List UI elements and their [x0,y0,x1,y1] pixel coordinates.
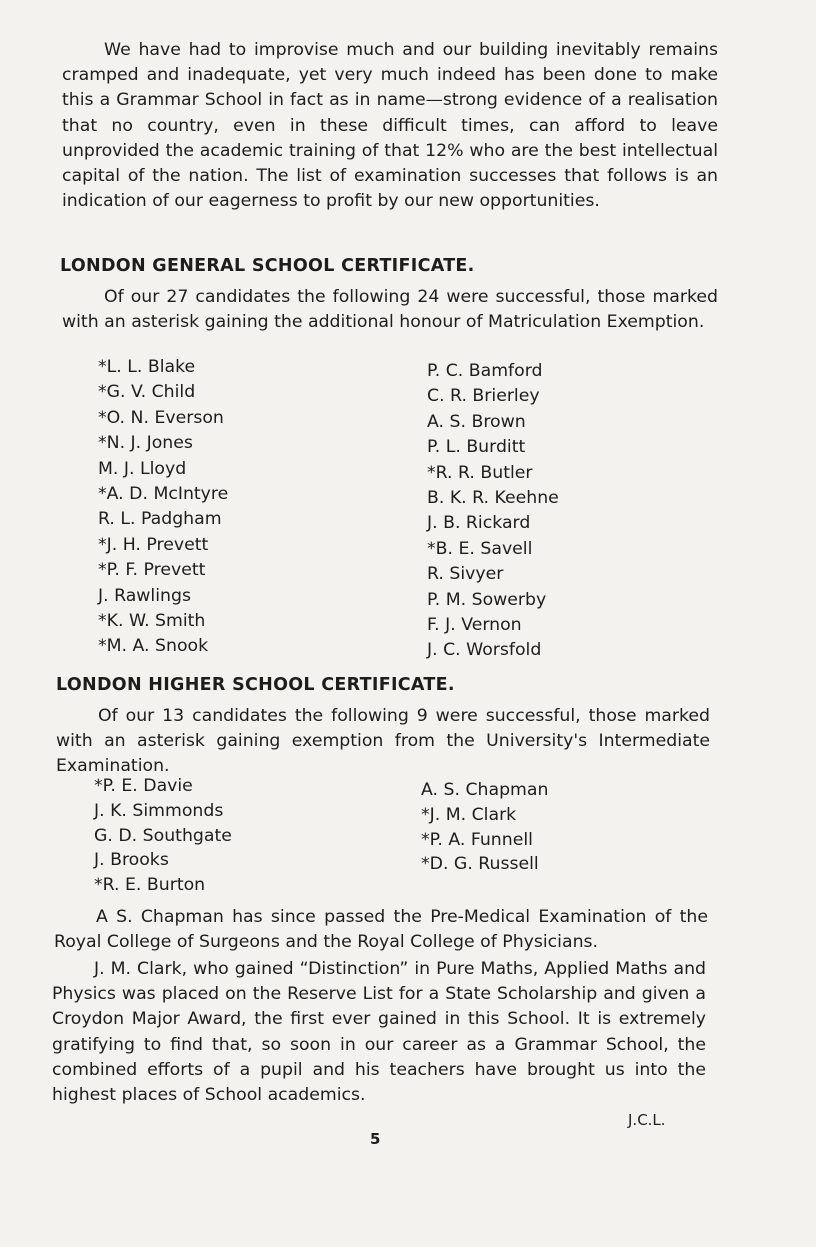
candidate-name: *A. D. McIntyre [98,483,229,504]
candidate-name: G. D. Southgate [94,825,232,846]
candidate-name: B. K. R. Keehne [427,487,559,508]
candidate-name: J. Rawlings [98,585,191,606]
candidate-name: *M. A. Snook [98,636,209,657]
intro-paragraph: We have had to improvise much and our building inevitably remains cramped and inadequate, yet very much indeed has been done to make this a Grammar School in fact as in name—strong evidence of a realisation that no country, even in these difficult times, can afford to leave unprovided the academic training of that 12% who are the best intellectual capital of the nation. The list of examination successes that follows is an indication of our eagerness to profit by our new opportunities. [62,40,718,212]
candidate-name: J. B. Rickard [427,513,531,534]
gsc-names-left [98,355,228,660]
candidate-name: A. S. Brown [427,411,526,432]
candidate-name: R. Sivyer [427,564,504,585]
gsc-names-right [427,359,559,664]
hsc-names-right [421,778,548,877]
candidate-name: *P. E. Davie [94,776,193,796]
hsc-names-left [94,774,232,898]
candidate-name: M. J. Lloyd [98,458,187,479]
candidate-name: *R. R. Butler [427,462,533,483]
candidate-name: *P. F. Prevett [98,560,206,581]
candidate-name: P. C. Bamford [427,361,543,381]
candidate-name: F. J. Vernon [427,614,522,635]
author-initials: J.C.L. [628,1111,666,1129]
candidate-name: C. R. Brierley [427,386,540,407]
candidate-name: *R. E. Burton [94,875,206,896]
candidate-name: *J. H. Prevett [98,534,209,555]
candidate-name: *B. E. Savell [427,538,533,559]
candidate-name: A. S. Chapman [421,780,549,800]
gsc-paragraph: Of our 27 candidates the following 24 were successful, those marked with an asterisk gaining the additional honour of Matriculation Exemption. [62,287,718,333]
hsc-heading: LONDON HIGHER SCHOOL CERTIFICATE. [56,675,455,695]
hsc-paragraph: Of our 13 candidates the following 9 were successful, those marked with an asterisk gaining exemption from the University's Intermediate Examination. [56,706,710,777]
candidate-name: *G. V. Child [98,382,196,403]
candidate-name: P. L. Burditt [427,437,526,458]
candidate-name: *N. J. Jones [98,433,193,454]
candidate-name: *O. N. Everson [98,407,224,428]
candidate-name: *L. L. Blake [98,357,196,377]
candidate-name: P. M. Sowerby [427,589,547,610]
candidate-name: *P. A. Funnell [421,829,533,850]
page-number: 5 [370,1130,381,1148]
candidate-name: J. Brooks [94,850,169,871]
clark-note: J. M. Clark, who gained “Distinction” in Pure Maths, Applied Maths and Physics was placed on the Reserve List for a State Scholarship and given a Croydon Major Award, the first ever gained in this School. It is extremely gratifying to find that, so soon in our career as a Grammar School, the combined efforts of a pupil and his teachers have brought us into the highest places of School academics. [52,959,706,1106]
candidate-name: *J. M. Clark [421,804,517,825]
candidate-name: *K. W. Smith [98,610,206,631]
candidate-name: J. K. Simmonds [94,800,224,821]
candidate-name: J. C. Worsfold [427,640,542,661]
candidate-name: *D. G. Russell [421,854,539,875]
chapman-note: A S. Chapman has since passed the Pre-Medical Examination of the Royal College of Surgeons and the Royal College of Physicians. [54,907,708,953]
gsc-heading: LONDON GENERAL SCHOOL CERTIFICATE. [60,256,475,276]
candidate-name: R. L. Padgham [98,509,222,530]
